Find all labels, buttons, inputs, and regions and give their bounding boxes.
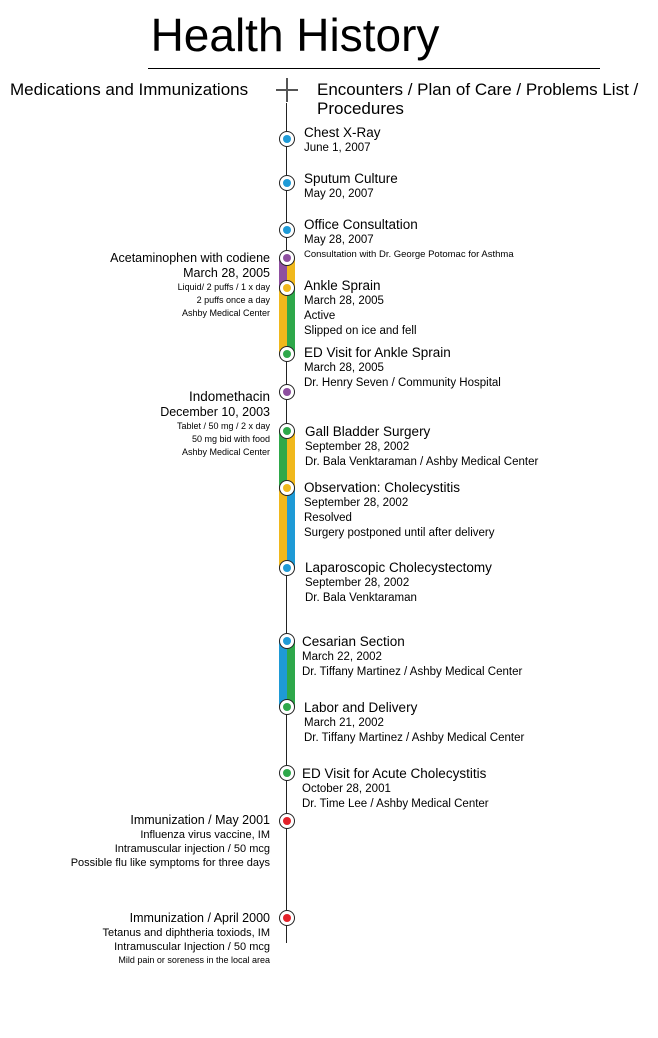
event-title: Office Consultation (304, 217, 418, 232)
bar-green-ankle (287, 288, 295, 354)
medication-facility: Ashby Medical Center (181, 447, 270, 457)
event-dot-6 (283, 484, 291, 492)
event-office-consultation[interactable] (304, 217, 514, 261)
event-node-4[interactable] (279, 346, 295, 362)
imm-node-0[interactable] (279, 813, 295, 829)
event-dot-8 (283, 637, 291, 645)
event-dot-9 (283, 703, 291, 711)
event-title: Gall Bladder Surgery (305, 424, 431, 439)
medication-indomethacin[interactable] (160, 389, 270, 459)
imm-dot-1 (283, 914, 291, 922)
med-node-1[interactable] (279, 384, 295, 400)
event-title: Sputum Culture (304, 171, 398, 186)
event-node-1[interactable] (279, 175, 295, 191)
event-sputum-culture[interactable] (304, 171, 398, 202)
event-ed-visit-ankle[interactable] (304, 345, 501, 391)
event-dot-7 (283, 564, 291, 572)
encounters-header: Encounters / Plan of Care / Problems List / Procedures (317, 80, 639, 118)
bar-yellow-observation (279, 488, 287, 568)
event-date: September 28, 2002 (305, 577, 410, 589)
med-node-0[interactable] (279, 250, 295, 266)
event-cesarian-section[interactable] (302, 634, 522, 680)
medication-form: Tablet / 50 mg / 2 x day (176, 421, 270, 431)
event-date: May 20, 2007 (304, 188, 374, 200)
event-date: September 28, 2002 (304, 497, 409, 509)
plus-icon (286, 78, 288, 102)
event-dot-5 (283, 427, 291, 435)
event-detail: Surgery postponed until after delivery (304, 527, 495, 539)
med-dot-1 (283, 388, 291, 396)
imm-dot-0 (283, 817, 291, 825)
event-node-3[interactable] (279, 280, 295, 296)
event-title: ED Visit for Ankle Sprain (304, 345, 451, 360)
event-provider: Dr. Time Lee / Ashby Medical Center (302, 798, 489, 810)
event-title: Laparoscopic Cholecystectomy (305, 560, 492, 575)
medication-form: Liquid/ 2 puffs / 1 x day (177, 282, 270, 292)
immunization-april-2000[interactable] (102, 911, 270, 966)
event-provider: Dr. Bala Venktaraman / Ashby Medical Center (305, 456, 539, 468)
medications-header: Medications and Immunizations (10, 80, 249, 99)
event-provider: Dr. Bala Venktaraman (305, 592, 417, 604)
medication-date: March 28, 2005 (183, 266, 270, 280)
immunization-route: Intramuscular Injection / 50 mcg (114, 941, 270, 953)
event-node-5[interactable] (279, 423, 295, 439)
event-node-10[interactable] (279, 765, 295, 781)
event-dot-3 (283, 284, 291, 292)
event-date: September 28, 2002 (305, 441, 410, 453)
event-dot-0 (283, 135, 291, 143)
title-divider (148, 68, 600, 69)
event-date: March 28, 2005 (304, 295, 384, 307)
event-title: Labor and Delivery (304, 700, 418, 715)
medication-dose: 50 mg bid with food (191, 434, 270, 444)
event-title: Observation: Cholecystitis (304, 480, 461, 495)
event-status: Active (304, 310, 336, 322)
event-ed-visit-cholecystitis[interactable] (302, 766, 489, 812)
event-node-8[interactable] (279, 633, 295, 649)
event-dot-2 (283, 226, 291, 234)
event-node-2[interactable] (279, 222, 295, 238)
event-node-9[interactable] (279, 699, 295, 715)
event-node-6[interactable] (279, 480, 295, 496)
medication-facility: Ashby Medical Center (181, 308, 270, 318)
event-detail: Consultation with Dr. George Potomac for Asthma (304, 249, 514, 260)
event-title: Ankle Sprain (304, 278, 381, 293)
event-date: May 28, 2007 (304, 234, 374, 246)
event-gall-bladder-surgery[interactable] (305, 424, 538, 470)
event-provider: Dr. Tiffany Martinez / Ashby Medical Center (302, 666, 523, 678)
event-provider: Dr. Tiffany Martinez / Ashby Medical Center (304, 732, 525, 744)
immunization-title: Immunization / April 2000 (129, 911, 270, 925)
event-date: March 22, 2002 (302, 651, 382, 663)
medication-acetaminophen[interactable] (110, 251, 270, 320)
bar-blue-observation (287, 488, 295, 568)
immunization-reaction: Mild pain or soreness in the local area (118, 955, 270, 965)
event-date: March 28, 2005 (304, 362, 384, 374)
event-ankle-sprain[interactable] (304, 278, 417, 339)
event-title: Cesarian Section (302, 634, 405, 649)
medication-title: Indomethacin (188, 389, 270, 404)
med-dot-0 (283, 254, 291, 262)
event-chest-xray[interactable] (304, 125, 381, 156)
medication-dose: 2 puffs once a day (196, 295, 270, 305)
event-node-7[interactable] (279, 560, 295, 576)
event-laparoscopic-cholecystectomy[interactable] (305, 560, 492, 606)
bar-green-cesarian (287, 641, 295, 707)
immunization-route: Intramuscular injection / 50 mcg (114, 843, 270, 855)
event-date: June 1, 2007 (304, 142, 371, 154)
immunization-vaccine: Tetanus and diphtheria toxiods, IM (102, 927, 270, 939)
event-status: Resolved (304, 512, 352, 524)
event-node-0[interactable] (279, 131, 295, 147)
bar-yellow-acetaminophen (279, 288, 287, 354)
event-date: March 21, 2002 (304, 717, 384, 729)
event-provider: Dr. Henry Seven / Community Hospital (304, 377, 501, 389)
event-title: Chest X-Ray (304, 125, 381, 140)
event-labor-and-delivery[interactable] (304, 700, 524, 746)
immunization-title: Immunization / May 2001 (130, 813, 270, 827)
event-title: ED Visit for Acute Cholecystitis (302, 766, 487, 781)
event-dot-1 (283, 179, 291, 187)
event-detail: Slipped on ice and fell (304, 325, 417, 337)
event-date: October 28, 2001 (302, 783, 391, 795)
immunization-vaccine: Influenza virus vaccine, IM (140, 829, 270, 841)
bar-blue-cesarian (279, 641, 287, 707)
event-dot-4 (283, 350, 291, 358)
event-observation-cholecystitis[interactable] (304, 480, 495, 541)
immunization-may-2001[interactable] (71, 813, 270, 870)
page-title: Health History (150, 9, 440, 61)
immunization-reaction: Possible flu like symptoms for three days (70, 857, 270, 869)
imm-node-1[interactable] (279, 910, 295, 926)
medication-title: Acetaminophen with codiene (110, 251, 270, 265)
medication-date: December 10, 2003 (160, 405, 270, 419)
event-dot-10 (283, 769, 291, 777)
